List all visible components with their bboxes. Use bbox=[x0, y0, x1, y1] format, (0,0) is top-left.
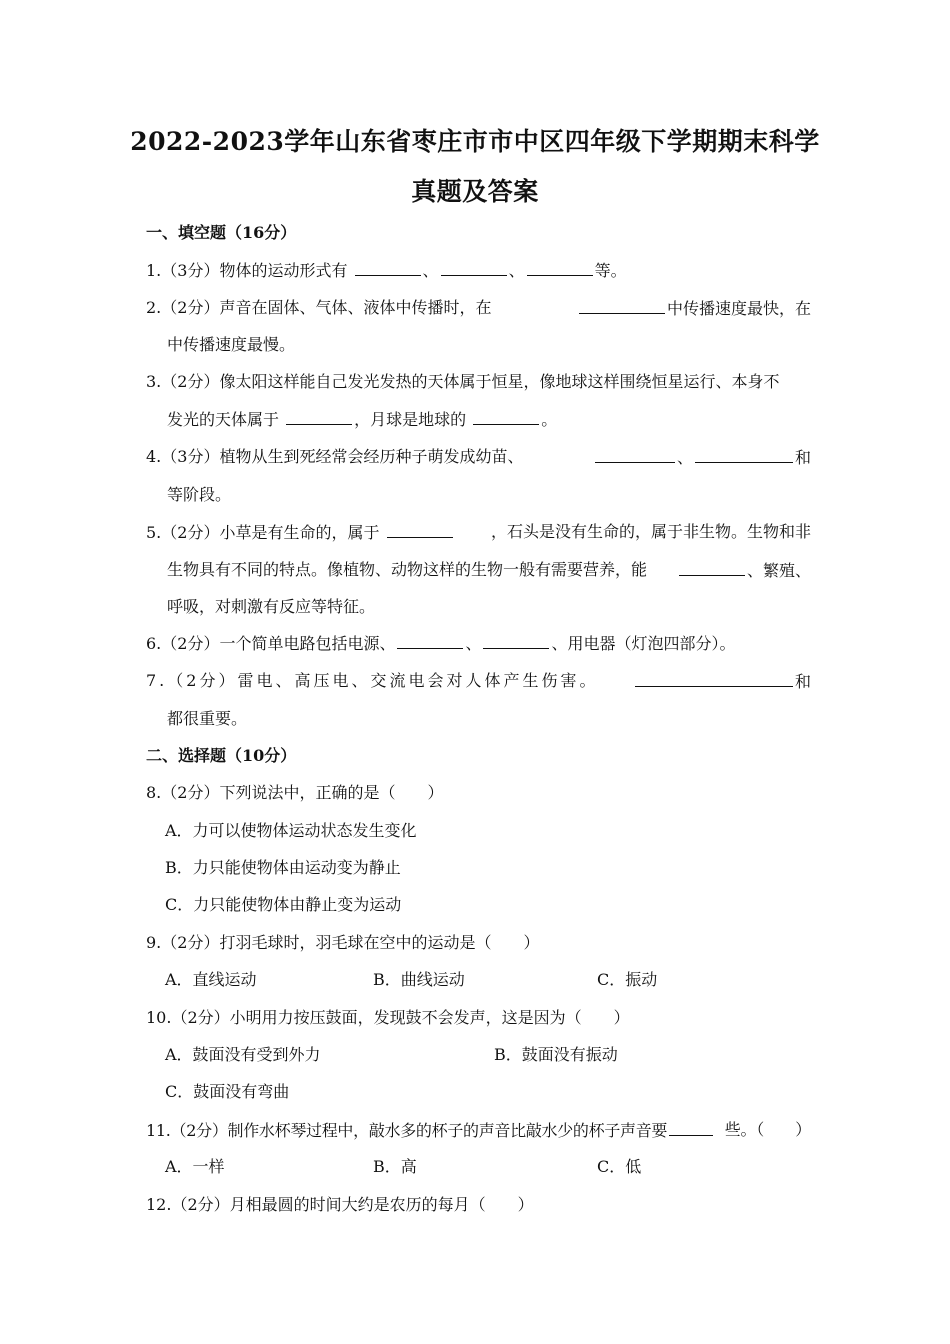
question-1: 1.（3分）物体的运动形式有 、 、 等。 bbox=[146, 261, 627, 280]
question-4-cont: 等阶段。 bbox=[167, 485, 232, 504]
q4-blank-2 bbox=[695, 446, 793, 463]
section2-heading: 二、选择题（10分） bbox=[146, 746, 297, 765]
question-5: 5.（2分）小草是有生命的，属于 ，石头是没有生命的，属于非生物。生物和非 bbox=[146, 522, 811, 542]
section1-heading: 一、填空题（16分） bbox=[146, 223, 297, 242]
question-2: 2.（2分）声音在固体、气体、液体中传播时，在 中传播速度最快，在 bbox=[146, 298, 811, 318]
q11-option-c: C．低 bbox=[597, 1157, 642, 1176]
q7-blank-1 bbox=[635, 670, 793, 687]
question-8: 8.（2分）下列说法中，正确的是（ ） bbox=[146, 783, 444, 802]
question-5-cont2: 呼吸，对刺激有反应等特征。 bbox=[167, 597, 376, 616]
q11-option-b: B．高 bbox=[373, 1157, 417, 1176]
q10-option-b: B．鼓面没有振动 bbox=[494, 1045, 618, 1064]
question-7-cont: 都很重要。 bbox=[167, 709, 248, 728]
q11-option-a: A．一样 bbox=[165, 1157, 225, 1176]
q3-blank-1 bbox=[286, 408, 352, 425]
q1-blank-3 bbox=[527, 259, 593, 276]
q5-blank-2 bbox=[679, 559, 745, 576]
question-2-cont: 中传播速度最慢。 bbox=[167, 335, 296, 354]
document-title-line2: 真题及答案 bbox=[411, 177, 539, 206]
question-4: 4.（3分）植物从生到死经常会经历种子萌发成幼苗、 、 和 bbox=[146, 447, 811, 467]
question-3-cont: 发光的天体属于 ，月球是地球的 。 bbox=[167, 410, 558, 429]
q5-blank-1 bbox=[387, 521, 453, 538]
question-5-cont: 生物具有不同的特点。像植物、动物这样的生物一般有需要营养，能 、繁殖、 bbox=[167, 560, 811, 580]
q11-blank bbox=[669, 1119, 713, 1136]
q3-blank-2 bbox=[473, 408, 539, 425]
question-9: 9.（2分）打羽毛球时，羽毛球在空中的运动是（ ） bbox=[146, 933, 540, 952]
q9-option-c: C．振动 bbox=[597, 970, 658, 989]
q9-option-b: B．曲线运动 bbox=[373, 970, 465, 989]
q6-blank-2 bbox=[483, 632, 549, 649]
q1-text: 1.（3分）物体的运动形式有 bbox=[146, 261, 348, 280]
question-7: 7.（2分）雷电、高压电、交流电会对人体产生伤害。 和 bbox=[146, 671, 811, 691]
q4-blank-1 bbox=[595, 446, 675, 463]
q8-option-b: B．力只能使物体由运动变为静止 bbox=[165, 858, 401, 877]
q10-option-c: C．鼓面没有弯曲 bbox=[165, 1082, 290, 1101]
question-10: 10.（2分）小明用力按压鼓面，发现鼓不会发声，这是因为（ ） bbox=[146, 1008, 630, 1027]
q6-blank-1 bbox=[397, 632, 463, 649]
q10-option-a: A．鼓面没有受到外力 bbox=[165, 1045, 321, 1064]
q8-option-a: A．力可以使物体运动状态发生变化 bbox=[165, 821, 417, 840]
q1-blank-1 bbox=[355, 259, 421, 276]
q2-blank-1 bbox=[579, 297, 665, 314]
question-12: 12.（2分）月相最圆的时间大约是农历的每月（ ） bbox=[146, 1195, 534, 1214]
q1-blank-2 bbox=[441, 259, 507, 276]
question-3: 3.（2分）像太阳这样能自己发光发热的天体属于恒星，像地球这样围绕恒星运行、本身不 bbox=[146, 372, 780, 391]
q8-option-c: C．力只能使物体由静止变为运动 bbox=[165, 895, 402, 914]
q9-option-a: A．直线运动 bbox=[165, 970, 257, 989]
question-6: 6.（2分）一个简单电路包括电源、 、 、用电器（灯泡四部分）。 bbox=[146, 634, 736, 653]
question-11: 11.（2分）制作水杯琴过程中，敲水多的杯子的声音比敲水少的杯子声音要 些。（ ） bbox=[146, 1120, 811, 1140]
document-title-line1: 2022-2023学年山东省枣庄市市中区四年级下学期期末科学 bbox=[130, 127, 820, 156]
